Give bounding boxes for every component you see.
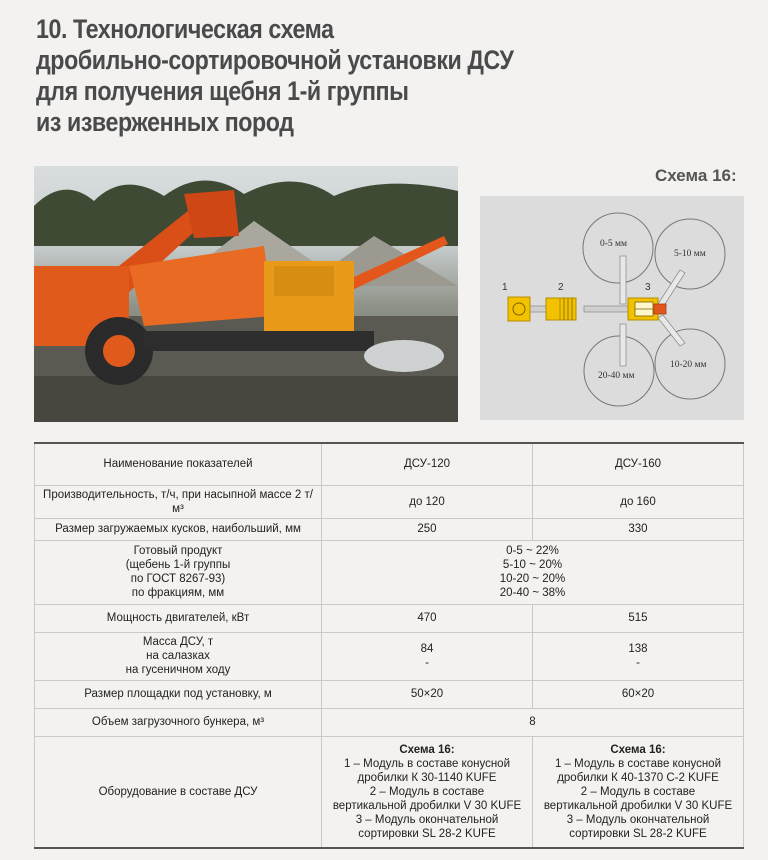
fraction-share: 0-5 ~ 22% (506, 545, 559, 557)
equipment-line: сортировки SL 28-2 KUFE (358, 827, 496, 840)
equipment-scheme-title: Схема 16: (399, 743, 455, 756)
crushing-plant-photo (34, 166, 458, 422)
row-value-160 (532, 632, 743, 680)
table-header-row (35, 443, 744, 485)
table-row (35, 485, 744, 518)
fraction-share: 5-10 ~ 20% (502, 559, 563, 571)
page-title (36, 14, 518, 138)
table-row (35, 736, 744, 848)
row-value-160: до 160 (532, 485, 743, 518)
equipment-scheme-title: Схема 16: (610, 743, 666, 756)
row-value-merged (322, 540, 744, 604)
row-value-160: 330 (532, 518, 743, 540)
equipment-line: 2 – Модуль в составе (580, 785, 696, 798)
equipment-line: 3 – Модуль окончательной (566, 813, 710, 826)
equipment-line: дробилки К 40-1370 С-2 KUFE (557, 771, 719, 784)
table-row (35, 540, 744, 604)
equipment-line: 1 – Модуль в составе конусной (554, 757, 721, 770)
row-label: Размер загружаемых кусков, наибольший, мм (35, 518, 322, 540)
equipment-line: 1 – Модуль в составе конусной (343, 757, 510, 770)
row-value-120: до 120 (322, 485, 533, 518)
row-label (35, 540, 322, 604)
crushing-plant-illustration (34, 166, 458, 422)
table-row (35, 680, 744, 708)
specifications-table (34, 442, 744, 849)
row-label-line: (щебень 1-й группы (125, 559, 231, 571)
fraction-label-0-5: 0-5 мм (600, 239, 628, 249)
mass-value: - (636, 657, 640, 669)
equipment-line: сортировки SL 28-2 KUFE (569, 827, 707, 840)
row-label: Объем загрузочного бункера, м³ (35, 708, 322, 736)
table-row (35, 708, 744, 736)
equipment-line: 3 – Модуль окончательной (355, 813, 499, 826)
module-number-2: 2 (558, 282, 564, 293)
row-label-line: на салазках (146, 650, 210, 662)
equipment-line: дробилки К 30-1140 KUFE (357, 771, 497, 784)
equipment-line: вертикальной дробилки V 30 KUFE (332, 799, 522, 812)
table-row (35, 518, 744, 540)
scheme-diagram (480, 196, 744, 420)
row-label-line: по фракциям, мм (131, 587, 225, 599)
scheme-heading: Схема 16: (655, 166, 737, 185)
module-1 (508, 297, 530, 321)
header-dsu-120: ДСУ-120 (322, 443, 533, 485)
row-label (35, 632, 322, 680)
title-line-4: из изверженных пород (36, 107, 294, 137)
row-value-160: 515 (532, 604, 743, 632)
module-number-3: 3 (645, 282, 651, 293)
row-label-line: по ГОСТ 8267-93) (130, 573, 226, 585)
row-value-120: 470 (322, 604, 533, 632)
fraction-share: 10-20 ~ 20% (499, 573, 566, 585)
mass-value: - (425, 657, 429, 669)
header-dsu-160: ДСУ-160 (532, 443, 743, 485)
title-line-1: 10. Технологическая схема (36, 14, 334, 44)
equipment-line: 2 – Модуль в составе (369, 785, 485, 798)
row-value-merged: 8 (322, 708, 744, 736)
header-indicators: Наименование показателей (35, 443, 322, 485)
row-label: Оборудование в составе ДСУ (35, 736, 322, 848)
fraction-share: 20-40 ~ 38% (499, 587, 566, 599)
row-value-120: 50×20 (322, 680, 533, 708)
row-label-line: Готовый продукт (133, 545, 223, 557)
module-2 (546, 298, 560, 320)
fraction-label-10-20: 10-20 мм (670, 360, 707, 370)
row-value-160 (532, 736, 743, 848)
scheme-diagram-svg (480, 196, 744, 420)
fraction-label-5-10: 5-10 мм (674, 249, 706, 259)
table-row (35, 604, 744, 632)
row-label-line: на гусеничном ходу (125, 664, 231, 676)
fraction-label-20-40: 20-40 мм (598, 371, 635, 381)
row-label: Размер площадки под установку, м (35, 680, 322, 708)
row-value-120: 250 (322, 518, 533, 540)
row-label-line: Масса ДСУ, т (142, 636, 214, 648)
row-value-120 (322, 632, 533, 680)
module-number-1: 1 (502, 282, 508, 293)
row-label: Производительность, т/ч, при насыпной массе 2 т/м³ (35, 485, 322, 518)
equipment-line: вертикальной дробилки V 30 KUFE (543, 799, 733, 812)
table-row (35, 632, 744, 680)
row-label: Мощность двигателей, кВт (35, 604, 322, 632)
title-line-2: дробильно-сортировочной установки ДСУ (36, 45, 514, 75)
row-value-120 (322, 736, 533, 848)
mass-value: 84 (420, 643, 434, 655)
mass-value: 138 (628, 643, 648, 655)
title-line-3: для получения щебня 1-й группы (36, 76, 409, 106)
row-value-160: 60×20 (532, 680, 743, 708)
